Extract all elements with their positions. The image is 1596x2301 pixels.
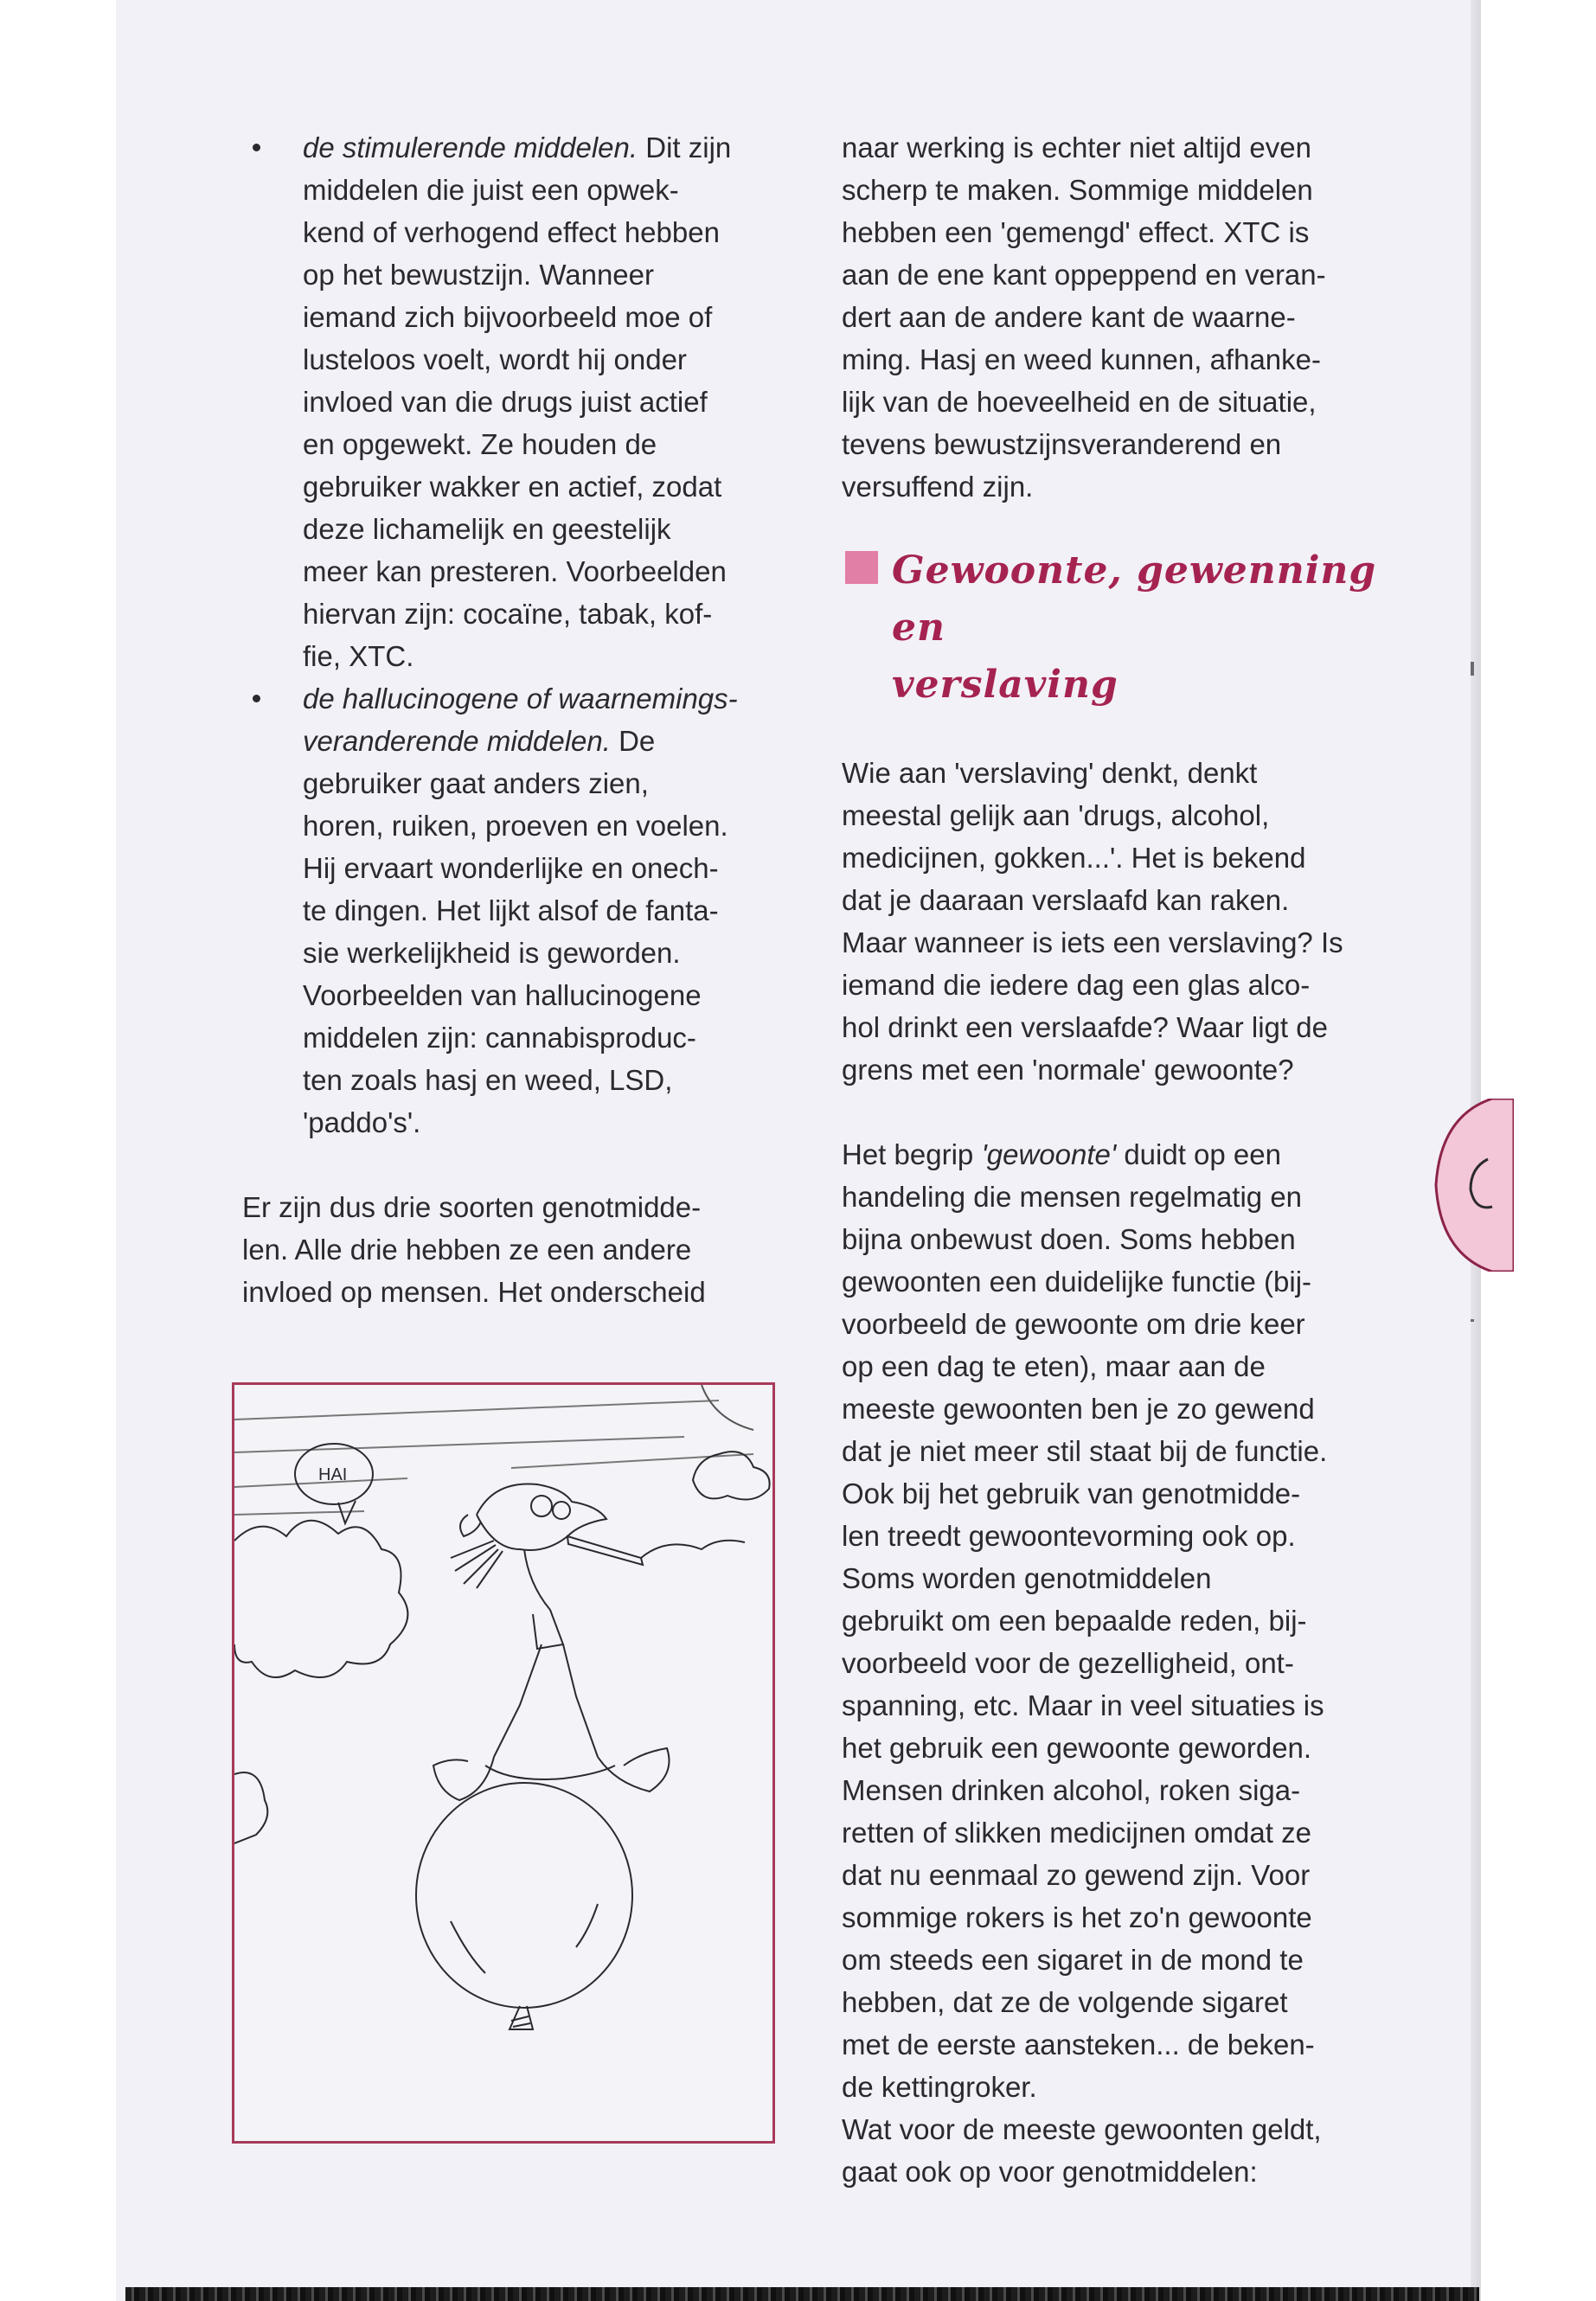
cartoon-illustration (232, 1382, 775, 2144)
line-text: dat je niet meer stil staat bij de functie. (842, 1435, 1328, 1467)
text-line (303, 762, 796, 804)
line-text: op een dag te eten), maar aan de (842, 1350, 1266, 1382)
text-line (303, 508, 796, 550)
line-text: middelen zijn: cannabisproduc- (303, 1022, 696, 1054)
line-text: te dingen. Het lijkt alsof de fanta- (303, 894, 719, 926)
paragraph-gewoonte (842, 1133, 1395, 2193)
line-text: De (610, 725, 656, 757)
italic-term: de hallucinogene of waarnemings- (303, 683, 738, 715)
text-line (842, 1515, 1395, 1557)
text-line (303, 253, 796, 296)
text-line (842, 1472, 1395, 1515)
line-text: Hij ervaart wonderlijke en onech- (303, 852, 719, 884)
paragraph-genotmiddelen (242, 1186, 796, 1313)
line-text: duidt op een (1116, 1138, 1281, 1170)
line-text: deze lichamelijk en geestelijk (303, 513, 671, 545)
line-text: op het bewustzijn. Wanneer (303, 259, 655, 291)
line-text: voorbeeld voor de gezelligheid, ont- (842, 1647, 1294, 1679)
text-line (303, 338, 796, 381)
line-text: 'paddo's'. (303, 1106, 421, 1138)
text-line: grens met een 'normale' gewoonte? (842, 1054, 1294, 1086)
line-text: meeste gewoonten ben je zo gewend (842, 1393, 1315, 1425)
text-line (842, 1430, 1395, 1472)
text-line (303, 635, 796, 677)
line-text: Mensen drinken alcohol, roken siga- (842, 1774, 1301, 1806)
text-line: Gewoonte, gewenning en (892, 548, 1377, 650)
text-line: versuffend zijn. (842, 471, 1034, 503)
edge-mark (1471, 1319, 1474, 1322)
text-line: verslaving (892, 663, 1118, 707)
heading-square-icon (845, 551, 878, 584)
text-line (842, 1684, 1395, 1727)
line-text: gebruikt om een bepaalde reden, bij- (842, 1605, 1307, 1637)
text-line (303, 677, 796, 720)
line-text: middelen die juist een opwek- (303, 174, 679, 206)
text-line (303, 1016, 796, 1059)
text-line (303, 932, 796, 974)
text-line (303, 804, 796, 847)
text-line: medicijnen, gokken...'. Het is bekend (842, 842, 1306, 874)
line-text: ten zoals hasj en weed, LSD, (303, 1064, 673, 1096)
chapter-tab (1427, 1099, 1514, 1272)
text-line (303, 296, 796, 338)
line-text: Het begrip (842, 1138, 982, 1170)
text-line: invloed op mensen. Het onderscheid (242, 1276, 706, 1308)
text-line (842, 1896, 1395, 1939)
text-line (303, 974, 796, 1016)
text-line (842, 1176, 1395, 1218)
text-line (303, 1101, 796, 1144)
text-line: dat je daaraan verslaafd kan raken. (842, 884, 1290, 916)
text-line (303, 381, 796, 423)
line-text: dat nu eenmaal zo gewend zijn. Voor (842, 1859, 1311, 1891)
text-line (303, 465, 796, 508)
line-text: Soms worden genotmiddelen (842, 1562, 1212, 1594)
text-line: meestal gelijk aan 'drugs, alcohol, (842, 799, 1270, 831)
line-text: voorbeeld de gewoonte om drie keer (842, 1308, 1305, 1340)
text-line (842, 2066, 1395, 2108)
text-line (842, 1981, 1395, 2023)
line-text: met de eerste aansteken... de beken- (842, 2029, 1315, 2061)
text-line: naar werking is echter niet altijd even (842, 131, 1311, 163)
italic-term: de stimulerende middelen. (303, 131, 638, 163)
line-text: Dit zijn (638, 131, 732, 163)
text-line (842, 1133, 1395, 1176)
text-line (842, 1557, 1395, 1599)
line-text: gewoonten een duidelijke functie (bij- (842, 1266, 1312, 1298)
text-line: aan de ene kant oppeppend en veran- (842, 259, 1326, 291)
italic-term: veranderende middelen. (303, 725, 611, 757)
line-text: sommige rokers is het zo'n gewoonte (842, 1901, 1312, 1933)
text-line (303, 126, 796, 169)
text-line (303, 423, 796, 465)
text-line: lijk van de hoeveelheid en de situatie, (842, 386, 1317, 418)
text-line (842, 1727, 1395, 1769)
line-text: spanning, etc. Maar in veel situaties is (842, 1689, 1324, 1721)
right-column (842, 126, 1395, 2193)
line-text: iemand zich bijvoorbeeld moe of (303, 301, 713, 333)
line-text: handeling die mensen regelmatig en (842, 1181, 1303, 1213)
text-line (842, 1303, 1395, 1345)
section-heading (842, 542, 1395, 714)
line-text: het gebruik een gewoonte geworden. (842, 1732, 1312, 1764)
line-text: lusteloos voelt, wordt hij onder (303, 343, 687, 375)
text-line: dert aan de andere kant de waarne- (842, 301, 1296, 333)
line-text: gebruiker gaat anders zien, (303, 767, 649, 799)
text-line: len. Alle drie hebben ze een andere (242, 1234, 692, 1266)
text-line (303, 1059, 796, 1101)
text-line (303, 211, 796, 253)
line-text: Ook bij het gebruik van genotmidde- (842, 1477, 1301, 1509)
paragraph-intro (842, 126, 1395, 508)
text-line (303, 550, 796, 593)
line-text: hiervan zijn: cocaïne, tabak, kof- (303, 598, 713, 630)
text-line (842, 1769, 1395, 1811)
text-line (303, 593, 796, 635)
line-text: gebruiker wakker en actief, zodat (303, 471, 722, 503)
bullet-list (242, 126, 796, 1144)
text-line: tevens bewustzijnsveranderend en (842, 428, 1282, 460)
left-column (242, 126, 796, 1313)
speech-bubble-text: HAI (318, 1465, 348, 1484)
text-line (303, 169, 796, 211)
line-text: hebben, dat ze de volgende sigaret (842, 1986, 1288, 2018)
text-line: iemand die iedere dag een glas alco- (842, 969, 1311, 1001)
line-text: de kettingroker. (842, 2071, 1037, 2103)
text-line (842, 1642, 1395, 1684)
text-line (842, 2150, 1395, 2193)
bullet-item-hallucinogene (242, 677, 796, 1144)
text-line (842, 2108, 1395, 2150)
text-line: hebben een 'gemengd' effect. XTC is (842, 216, 1310, 248)
text-line (842, 1388, 1395, 1430)
text-line (842, 1811, 1395, 1854)
text-line: Wie aan 'verslaving' denkt, denkt (842, 757, 1258, 789)
text-line: ming. Hasj en weed kunnen, afhanke- (842, 343, 1322, 375)
line-text: retten of slikken medicijnen omdat ze (842, 1817, 1311, 1849)
text-line (842, 2023, 1395, 2066)
text-line: scherp te maken. Sommige middelen (842, 174, 1313, 206)
line-text: invloed van die drugs juist actief (303, 386, 708, 418)
line-text: fie, XTC. (303, 640, 414, 672)
italic-term: 'gewoonte' (981, 1138, 1117, 1170)
text-line (303, 889, 796, 932)
line-text: sie werkelijkheid is geworden. (303, 937, 681, 969)
text-line (842, 1939, 1395, 1981)
text-line (842, 1218, 1395, 1260)
text-line: Er zijn dus drie soorten genotmidde- (242, 1191, 702, 1223)
line-text: gaat ook op voor genotmiddelen: (842, 2156, 1258, 2188)
line-text: bijna onbewust doen. Soms hebben (842, 1223, 1296, 1255)
line-text: en opgewekt. Ze houden de (303, 428, 657, 460)
cartoon-drawing (234, 1385, 772, 2141)
text-line (842, 1345, 1395, 1388)
text-line (842, 1260, 1395, 1303)
line-text: om steeds een sigaret in de mond te (842, 1944, 1304, 1976)
line-text: meer kan presteren. Voorbeelden (303, 555, 727, 587)
text-line: Maar wanneer is iets een verslaving? Is (842, 926, 1343, 958)
chapter-tab-shape (1427, 1099, 1514, 1272)
bottom-edge-strip (125, 2287, 1479, 2301)
text-line (303, 720, 796, 762)
bullet-item-stimulerende (242, 126, 796, 677)
text-line (303, 847, 796, 889)
text-line (842, 1599, 1395, 1642)
line-text: Wat voor de meeste gewoonten geldt, (842, 2113, 1322, 2145)
paragraph-verslaving (842, 752, 1395, 1091)
line-text: kend of verhogend effect hebben (303, 216, 720, 248)
line-text: horen, ruiken, proeven en voelen. (303, 810, 728, 842)
text-line: hol drinkt een verslaafde? Waar ligt de (842, 1011, 1328, 1043)
line-text: len treedt gewoontevorming ook op. (842, 1520, 1296, 1552)
text-line (842, 1854, 1395, 1896)
line-text: Voorbeelden van hallucinogene (303, 979, 702, 1011)
edge-mark (1471, 662, 1474, 676)
